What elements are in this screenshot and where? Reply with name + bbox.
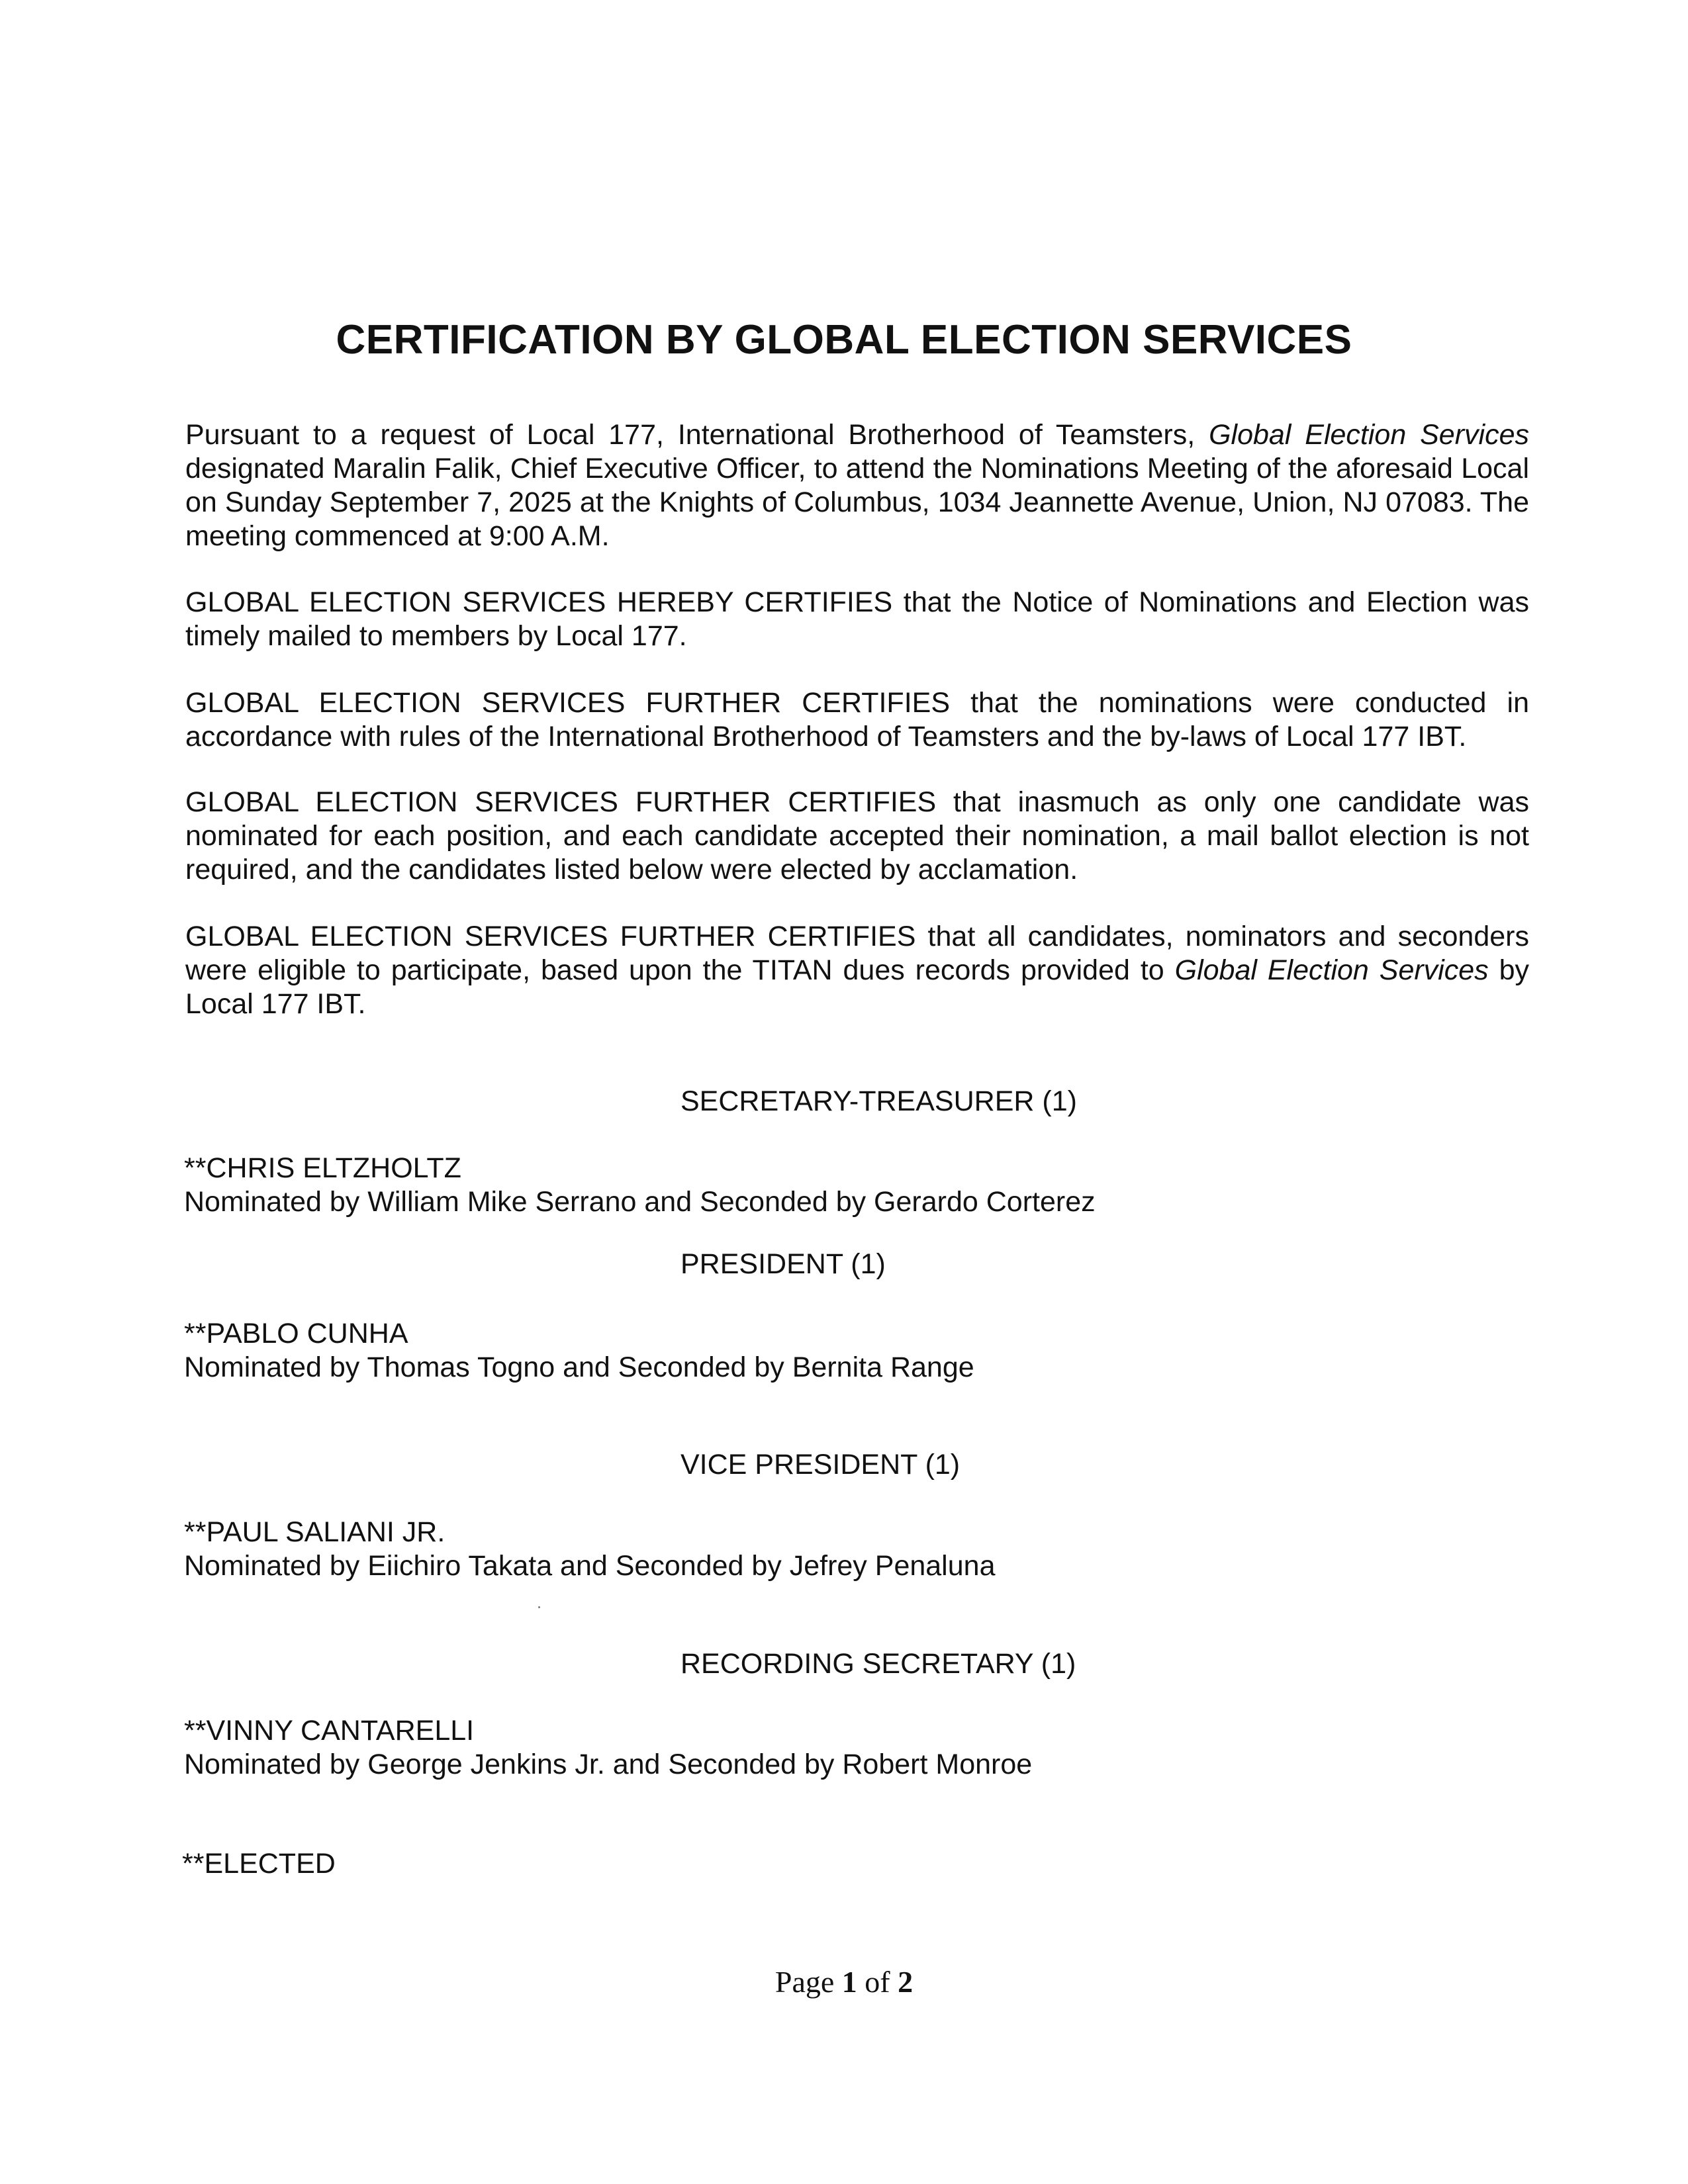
scan-speck [538,1606,540,1608]
candidate-name: **CHRIS ELTZHOLTZ [184,1152,461,1184]
paragraph-eligibility-text-2: by Local 177 IBT. [185,954,1529,1020]
paragraph-notice-certified: GLOBAL ELECTION SERVICES HEREBY CERTIFIES that the Notice of Nominations and Election was timely mailed to members by Local 177. [185,586,1529,652]
document-title: CERTIFICATION BY GLOBAL ELECTION SERVICES [336,317,1352,363]
elected-legend: **ELECTED [182,1848,336,1880]
paragraph-eligibility-italic: Global Election Services [1174,954,1489,986]
candidate-block [184,1317,974,1385]
page-total: 2 [898,1965,914,1999]
office-heading: SECRETARY-TREASURER (1) [680,1085,1077,1117]
office-heading: VICE PRESIDENT (1) [680,1449,961,1480]
candidate-name: **PABLO CUNHA [184,1318,408,1349]
page-number-footer [0,1964,1688,1999]
paragraph-request [185,418,1529,553]
candidate-block [184,1516,995,1583]
candidate-nomination: Nominated by George Jenkins Jr. and Seconded by Robert Monroe [184,1749,1033,1780]
candidate-block [184,1714,1032,1782]
candidate-name: **PAUL SALIANI JR. [184,1516,445,1548]
paragraph-request-italic: Global Election Services [1209,419,1530,451]
paragraph-rules-certified: GLOBAL ELECTION SERVICES FURTHER CERTIFIES that the nominations were conducted in accordance with rules of the International Brotherhood of Teamsters and the by-laws of Local 177 IBT. [185,687,1529,752]
paragraph-eligibility-text-1: GLOBAL ELECTION SERVICES FURTHER CERTIFIES that all candidates, nominators and seconders were eligible to participate, based upon the TITAN dues records provided to [185,921,1529,986]
of-word: of [857,1965,898,1999]
candidate-name: **VINNY CANTARELLI [184,1715,475,1747]
candidate-nomination: Nominated by Thomas Togno and Seconded by Bernita Range [184,1351,974,1383]
page-word: Page [774,1965,842,1999]
paragraph-eligibility-certified [185,920,1529,1021]
paragraph-request-text-2: designated Maralin Falik, Chief Executive Officer, to attend the Nominations Meeting of the aforesaid Local on Sunday September 7, 2025 at the Knights of Columbus, 1034 Jeannette Avenue, Union, NJ 07083. The meeting commenced at 9:00 A.M. [185,453,1529,552]
office-heading: RECORDING SECRETARY (1) [680,1648,1076,1680]
office-heading: PRESIDENT (1) [680,1248,886,1280]
candidate-nomination: Nominated by William Mike Serrano and Seconded by Gerardo Corterez [184,1186,1096,1218]
candidate-block [184,1152,1096,1219]
paragraph-request-text-1: Pursuant to a request of Local 177, International Brotherhood of Teamsters, [185,419,1209,451]
page-number: 1 [841,1965,857,1999]
paragraph-acclamation-certified: GLOBAL ELECTION SERVICES FURTHER CERTIFIES that inasmuch as only one candidate was nominated for each position, and each candidate accepted their nomination, a mail ballot election is not required, and the candidates listed below were elected by acclamation. [185,786,1529,886]
candidate-nomination: Nominated by Eiichiro Takata and Seconded by Jefrey Penaluna [184,1550,996,1582]
